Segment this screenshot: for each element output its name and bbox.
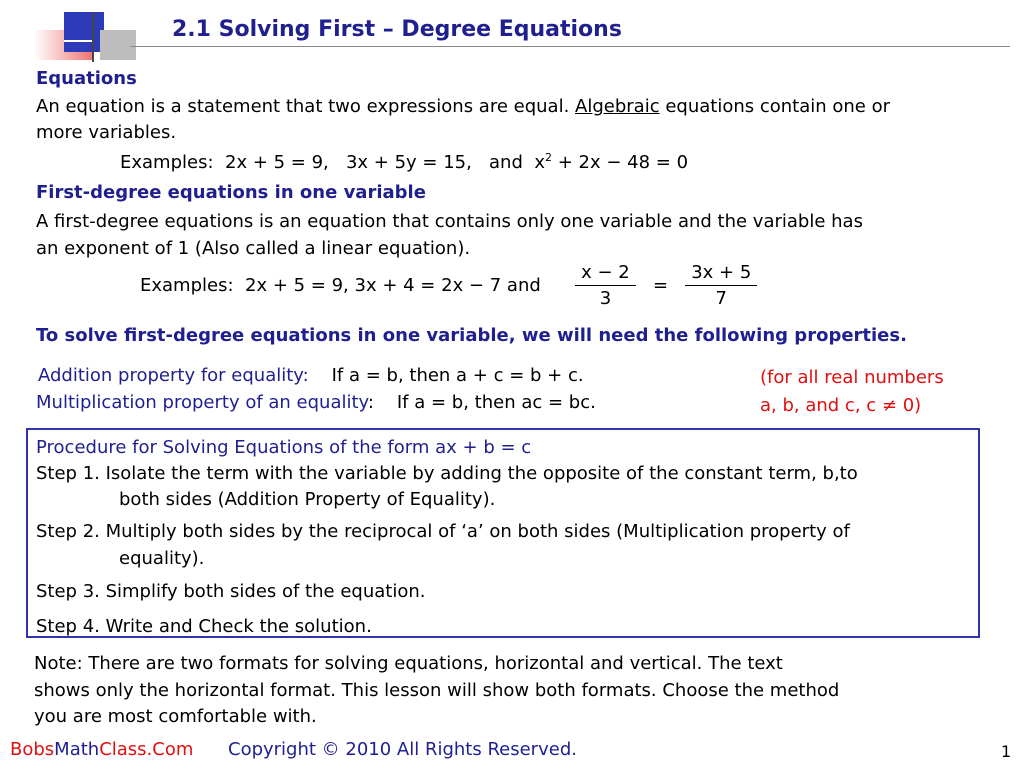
fraction-equals: = (652, 275, 669, 296)
examples-label: Examples: (120, 152, 214, 173)
multiplication-property-colon: : (367, 392, 374, 413)
first-degree-line-2: an exponent of 1 (Also called a linear equation). (36, 238, 471, 259)
example-equations: 2x + 5 = 9, 3x + 4 = 2x − 7 and (245, 275, 541, 296)
heading-equations: Equations (36, 68, 137, 89)
footer-brand-bobs: Bobs (10, 739, 55, 760)
step-1-line-1: Step 1. Isolate the term with the variable by adding the opposite of the constant term, b,to (36, 463, 858, 484)
step-4: Step 4. Write and Check the solution. (36, 616, 372, 637)
definition-text-b: equations contain one or (659, 96, 891, 117)
procedure-title: Procedure for Solving Equations of the form ax + b = c (36, 437, 532, 458)
addition-property (38, 365, 584, 386)
example-equation: $x^2 + 2x - 48 = 0$ (534, 151, 689, 173)
real-numbers-note-2: a, b, and c, c ≠ 0) (760, 395, 922, 416)
step-2-line-2: equality). (119, 548, 205, 569)
header-rule (130, 46, 1010, 47)
heading-first-degree: First-degree equations in one variable (36, 182, 426, 203)
multiplication-property-body: If a = b, then ac = bc. (396, 392, 596, 413)
addition-property-label: Addition property for equality: (38, 365, 309, 386)
footer-brand (10, 739, 193, 760)
fraction-right (685, 262, 757, 309)
definition-line-2: more variables. (36, 122, 177, 143)
footer-brand-math: Math (54, 739, 100, 760)
footer-copyright: Copyright © 2010 All Rights Reserved. (228, 739, 577, 760)
first-degree-line-1: A first-degree equations is an equation that contains only one variable and the variable has (36, 211, 863, 232)
examples-row-2 (140, 262, 757, 309)
example-equation: 3x + 5y = 15, (345, 152, 472, 173)
definition-line-1 (36, 96, 890, 117)
footer-brand-class: Class.Com (99, 739, 194, 760)
multiplication-property (36, 392, 596, 413)
algebraic-link[interactable]: Algebraic (575, 96, 660, 117)
example-equation: 2x + 5 = 9, (225, 152, 329, 173)
page-number: 1 (1001, 742, 1012, 761)
note-line-1: Note: There are two formats for solving equations, horizontal and vertical. The text (34, 653, 783, 674)
examples-row-1 (120, 151, 688, 173)
step-1-line-2: both sides (Addition Property of Equality). (119, 489, 496, 510)
definition-text-a: An equation is a statement that two expressions are equal. (36, 96, 576, 117)
examples-label: Examples: (140, 275, 234, 296)
heading-properties: To solve first-degree equations in one variable, we will need the following properties. (36, 325, 907, 346)
fraction-numerator: x − 2 (575, 262, 636, 286)
fraction-numerator: 3x + 5 (685, 262, 757, 286)
examples-and: and (489, 152, 523, 173)
note-line-3: you are most comfortable with. (34, 706, 317, 727)
fraction-denominator: 3 (599, 288, 612, 309)
fraction-denominator: 7 (715, 288, 727, 309)
addition-property-body: If a = b, then a + c = b + c. (331, 365, 584, 386)
fraction-left (575, 262, 636, 309)
step-2-line-1: Step 2. Multiply both sides by the reciprocal of ‘a’ on both sides (Multiplication property of (36, 521, 850, 542)
page-title: 2.1 Solving First – Degree Equations (172, 17, 622, 42)
note-line-2: shows only the horizontal format. This lesson will show both formats. Choose the method (34, 680, 840, 701)
real-numbers-note-1: (for all real numbers (760, 367, 944, 388)
step-3: Step 3. Simplify both sides of the equation. (36, 581, 426, 602)
multiplication-property-label: Multiplication property of an equality (36, 392, 368, 413)
